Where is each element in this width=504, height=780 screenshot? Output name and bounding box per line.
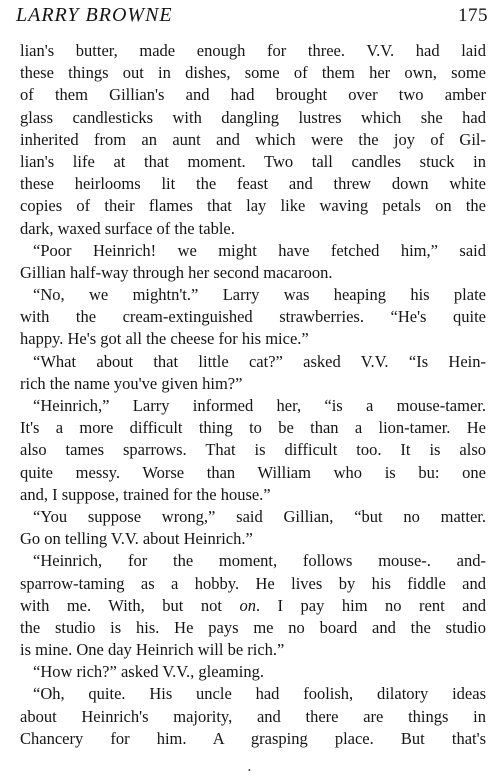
text-line: Go on telling V.V. about Heinrich.” <box>20 529 253 549</box>
text-line: lian's butter, made enough for three. V.V. had laid <box>20 41 486 60</box>
text-line: “How rich?” asked V.V., gleaming. <box>33 662 264 682</box>
emphasis: on <box>239 595 256 615</box>
text-line: is mine. One day Heinrich will be rich.” <box>20 640 285 660</box>
text-line: also tames sparrows. That is difficult too. It is also <box>20 440 486 460</box>
text-line: these things out in dishes, some of them her own, some <box>20 63 486 83</box>
text-line: dark, waxed surface of the table. <box>20 218 235 238</box>
page-header <box>16 4 488 32</box>
text-line: and, I suppose, trained for the house.” <box>20 484 271 504</box>
text-line: inherited from an aunt and which were the joy of Gil- <box>20 129 486 149</box>
text-line: “Oh, quite. His uncle had foolish, dilatory ideas <box>33 684 486 704</box>
text-line: with me. With, but not on. I pay him no rent and <box>20 595 486 615</box>
text-line: quite messy. Worse than William who is bu: one <box>20 462 486 482</box>
text-line: these heirlooms lit the feast and threw down white <box>20 174 486 194</box>
text-line: with the cream-extinguished strawberries. “He's quite <box>20 307 486 327</box>
text-line: “Poor Heinrich! we might have fetched him,” said <box>33 240 486 260</box>
text-line: “No, we mightn't.” Larry was heaping his plate <box>33 285 486 305</box>
text-line: sparrow-taming as a hobby. He lives by his fiddle and <box>20 573 486 593</box>
text-line: “Heinrich, for the moment, follows mouse-. and- <box>33 551 486 571</box>
running-head: LARRY BROWNE <box>16 4 173 26</box>
text-line: happy. He's got all the cheese for his mice.” <box>20 329 309 349</box>
text-line: “Heinrich,” Larry informed her, “is a mouse-tamer. <box>33 396 486 415</box>
text-line: about Heinrich's majority, and there are things in <box>20 706 486 726</box>
text-line: “What about that little cat?” asked V.V. “Is Hein- <box>33 351 486 371</box>
text-line: the studio is his. He pays me no board and the studio <box>20 617 486 637</box>
text-line: Gillian half-way through her second macaroon. <box>20 262 333 282</box>
text-line: “You suppose wrong,” said Gillian, “but no matter. <box>33 506 486 526</box>
text-line: of them Gillian's and had brought over two amber <box>20 85 486 105</box>
text-line: glass candlesticks with dangling lustres which she had <box>20 107 486 127</box>
footer-ornament: • <box>248 766 251 775</box>
text-line: rich the name you've given him?” <box>20 373 243 393</box>
text-line: It's a more difficult thing to be than a lion-tamer. He <box>20 418 486 438</box>
text-line: copies of their flames that lay like waving petals on the <box>20 196 486 216</box>
page-number: 175 <box>458 5 488 26</box>
body-text <box>20 40 486 750</box>
text-line: Chancery for him. A grasping place. But that's <box>20 728 486 748</box>
text-line: lian's life at that moment. Two tall candles stuck in <box>20 151 486 171</box>
